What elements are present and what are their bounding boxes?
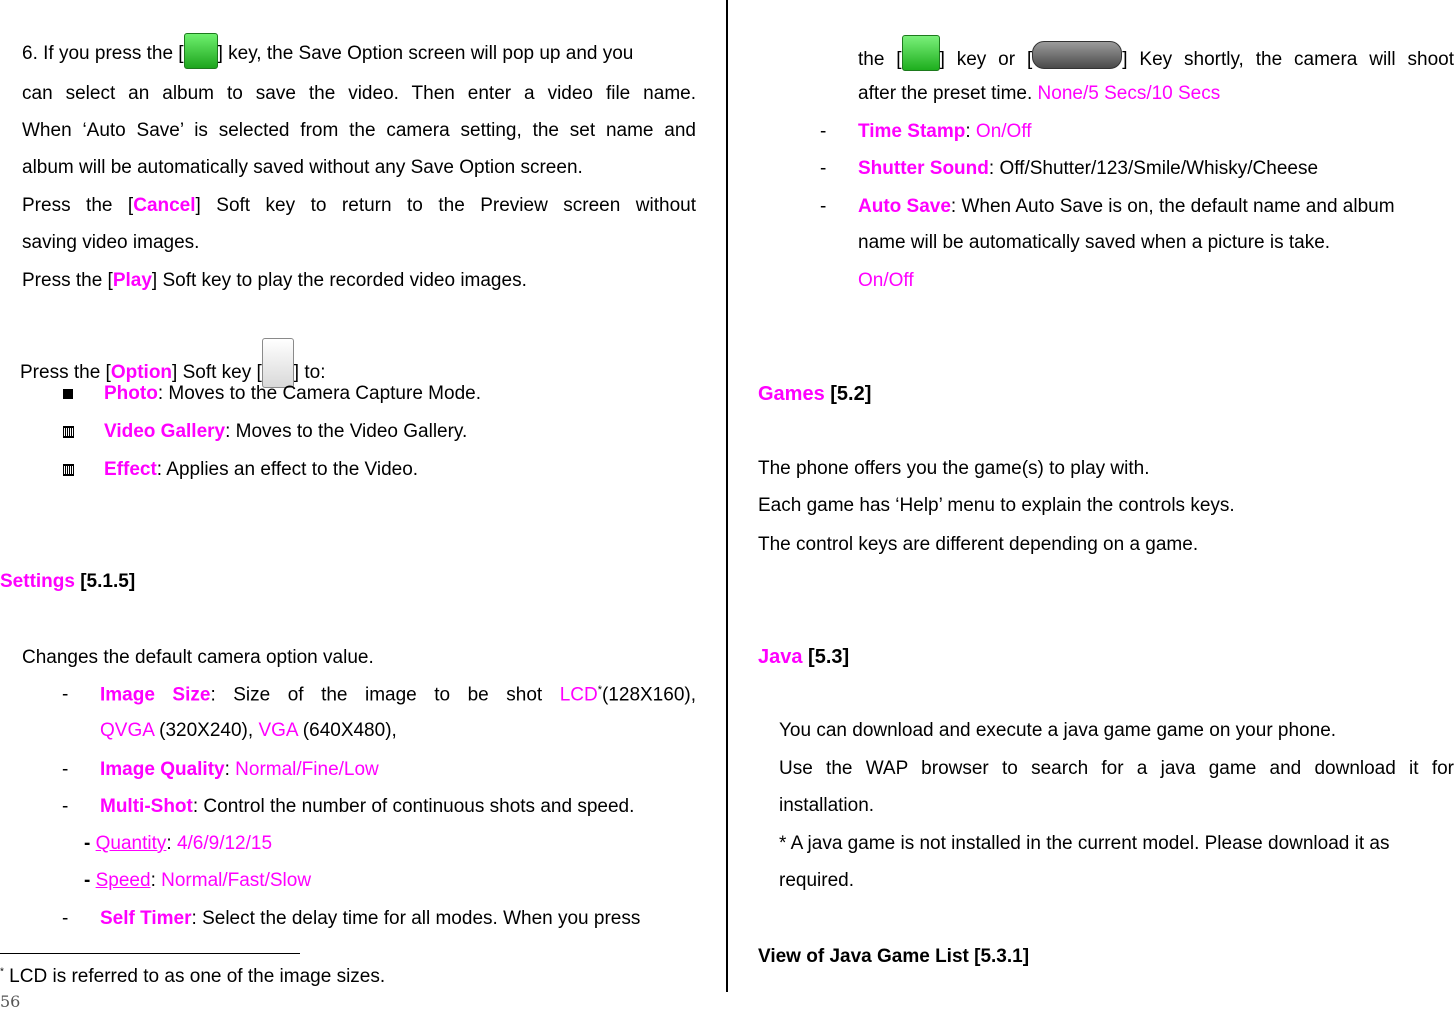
java-line: required.	[779, 870, 854, 891]
page-number: 56	[0, 992, 21, 1011]
bullet-square-icon	[63, 426, 74, 438]
games-heading: Games [5.2]	[758, 383, 872, 405]
bullet-photo: Photo: Moves to the Camera Capture Mode.	[104, 383, 481, 404]
bullet-square-icon	[63, 464, 74, 476]
camera-key-icon	[902, 35, 940, 71]
dash: -	[820, 196, 827, 217]
dash: -	[62, 759, 69, 780]
games-line: The control keys are different depending on a game.	[758, 534, 1199, 555]
time-stamp-line: Time Stamp: On/Off	[858, 121, 1032, 142]
paragraph-save-option-line3: When ‘Auto Save’ is selected from the camera setting, the set name and	[22, 120, 696, 141]
auto-save-line2: name will be automatically saved when a picture is take.	[858, 232, 1331, 253]
bullet-item	[63, 459, 74, 481]
settings-heading: Settings [5.1.5]	[0, 571, 136, 592]
cancel-paragraph: Press the [Cancel] Soft key to return to the Preview screen without	[22, 195, 696, 216]
dash: -	[62, 796, 69, 817]
cancel-key-label: Cancel	[133, 195, 196, 216]
footnote-separator	[0, 953, 300, 954]
settings-intro: Changes the default camera option value.	[22, 647, 374, 668]
play-key-label: Play	[112, 270, 152, 291]
view-java-game-list-heading: View of Java Game List [5.3.1]	[758, 946, 1030, 967]
self-timer-continued-line2: after the preset time. None/5 Secs/10 Secs	[858, 83, 1221, 104]
games-line: The phone offers you the game(s) to play with.	[758, 458, 1150, 479]
image-quality-line: Image Quality: Normal/Fine/Low	[100, 759, 379, 780]
bullet-item	[63, 421, 74, 443]
bullet-item	[63, 383, 73, 405]
bullet-video-gallery: Video Gallery: Moves to the Video Gallery.	[104, 421, 468, 442]
option-paragraph: Press the [Option] Soft key [ ] to:	[20, 338, 325, 388]
dash: -	[820, 158, 827, 179]
bullet-effect: Effect: Applies an effect to the Video.	[104, 459, 419, 480]
self-timer-line: Self Timer: Select the delay time for all modes. When you press	[100, 908, 641, 929]
cancel-paragraph-line2: saving video images.	[22, 232, 200, 253]
column-divider	[726, 0, 728, 992]
save-key-icon	[184, 33, 218, 69]
image-size-line2: QVGA (320X240), VGA (640X480),	[100, 720, 397, 741]
soft-key-icon	[262, 338, 294, 388]
java-line: installation.	[779, 795, 875, 816]
footnote: * LCD is referred to as one of the image sizes.	[0, 966, 386, 987]
java-line: * A java game is not installed in the current model. Please download it as	[779, 833, 1390, 854]
dash: -	[62, 908, 69, 929]
paragraph-save-option-line4: album will be automatically saved without any Save Option screen.	[22, 157, 583, 178]
play-paragraph: Press the [Play] Soft key to play the recorded video images.	[22, 270, 527, 291]
java-heading: Java [5.3]	[758, 646, 850, 668]
java-line: Use the WAP browser to search for a java game and download it for	[779, 758, 1454, 779]
auto-save-line1: Auto Save: When Auto Save is on, the default name and album	[858, 196, 1395, 217]
dash: -	[62, 684, 69, 705]
speed-line: - Speed: Normal/Fast/Slow	[84, 870, 312, 891]
auto-save-values: On/Off	[858, 270, 914, 291]
paragraph-save-option-line1: 6. If you press the [ ] key, the Save Option screen will pop up and you	[22, 33, 696, 69]
java-line: You can download and execute a java game game on your phone.	[779, 720, 1337, 741]
dash: -	[820, 121, 827, 142]
self-timer-continued-line1: the [ ] key or [ ] Key shortly, the camera will shoot	[858, 35, 1454, 71]
side-camera-key-icon	[1032, 41, 1122, 69]
multishot-line: Multi-Shot: Control the number of continuous shots and speed.	[100, 796, 635, 817]
image-size-line1: Image Size: Size of the image to be shot LCD*(128X160),	[100, 684, 696, 706]
bullet-square-icon	[63, 389, 73, 399]
paragraph-save-option-line2: can select an album to save the video. Then enter a video file name.	[22, 83, 696, 104]
games-line: Each game has ‘Help’ menu to explain the controls keys.	[758, 495, 1235, 516]
shutter-sound-line: Shutter Sound: Off/Shutter/123/Smile/Whisky/Cheese	[858, 158, 1319, 179]
quantity-line: - Quantity: 4/6/9/12/15	[84, 833, 273, 854]
option-key-label: Option	[110, 362, 173, 383]
